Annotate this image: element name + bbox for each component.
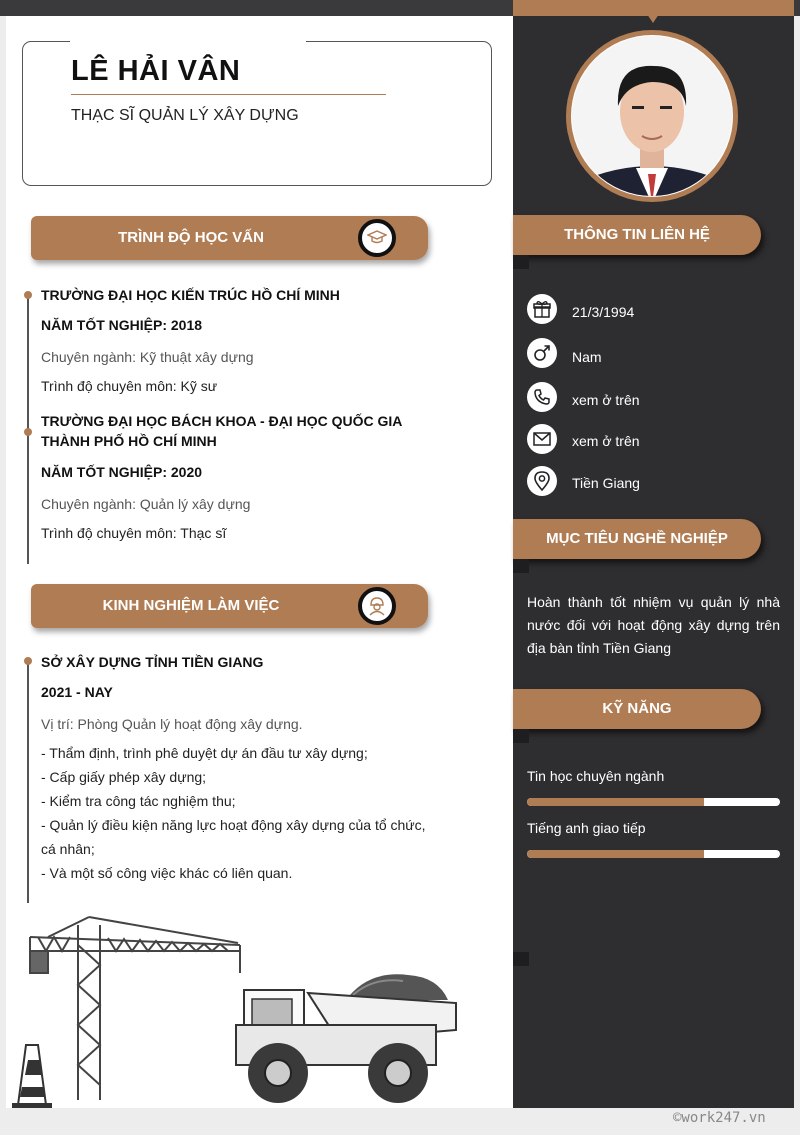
qualification-level: Trình độ chuyên môn: Thạc sĩ	[41, 525, 227, 541]
heading-notch	[513, 729, 529, 743]
birth-date: 21/3/1994	[572, 304, 635, 320]
worker-icon	[358, 587, 396, 625]
header-border-gap	[70, 38, 306, 44]
candidate-name: LÊ HẢI VÂN	[71, 55, 241, 87]
heading-notch	[513, 255, 529, 269]
company-name: SỞ XÂY DỰNG TỈNH TIỀN GIANG	[41, 654, 264, 670]
job-position: Vị trí: Phòng Quản lý hoạt động xây dựng.	[41, 716, 303, 732]
major: Chuyên ngành: Quản lý xây dựng	[41, 496, 251, 512]
skills-heading: KỸ NĂNG	[513, 689, 761, 729]
mail-icon	[527, 424, 557, 454]
sidebar-cap-arrow	[647, 14, 659, 23]
experience-heading: KINH NGHIỆM LÀM VIỆC	[102, 597, 280, 614]
qualification-level: Trình độ chuyên môn: Kỹ sư	[41, 378, 218, 394]
timeline-dot	[24, 428, 32, 436]
skill-bar-fill	[527, 850, 704, 858]
job-duties: - Thẩm định, trình phê duyệt dự án đầu tư xây dựng; - Cấp giấy phép xây dựng; - Kiểm tra công tác nghiệm thu; - Quản lý điều kiện năng lực hoạt động xây dựng của tổ chức, cá nhân; - Và một số công việc khác có liên quan.	[41, 745, 426, 881]
education-heading: TRÌNH ĐỘ HỌC VẤN	[118, 229, 264, 246]
career-goal-text: Hoàn thành tốt nhiệm vụ quản lý nhà nước đối với hoạt động xây dựng trên địa bàn tỉnh Tiền Giang	[527, 594, 780, 656]
gender-icon	[527, 338, 557, 368]
graduation-year: NĂM TỐT NGHIỆP: 2018	[41, 317, 203, 333]
major: Chuyên ngành: Kỹ thuật xây dựng	[41, 349, 254, 365]
phone-icon	[527, 382, 557, 412]
timeline-dot	[24, 657, 32, 665]
contact-heading: THÔNG TIN LIÊN HỆ	[513, 215, 761, 255]
gift-icon	[527, 294, 557, 324]
sidebar-notch	[513, 952, 529, 966]
graduation-year: NĂM TỐT NGHIỆP: 2020	[41, 464, 203, 480]
phone-number: xem ở trên	[572, 392, 640, 408]
skill-bar	[527, 850, 780, 858]
skill-bar-fill	[527, 798, 704, 806]
school-name: TRƯỜNG ĐẠI HỌC BÁCH KHOA - ĐẠI HỌC QUỐC GIA THÀNH PHỐ HỒ CHÍ MINH	[41, 413, 402, 449]
email: xem ở trên	[572, 433, 640, 449]
school-name: TRƯỜNG ĐẠI HỌC KIẾN TRÚC HỒ CHÍ MINH	[41, 287, 340, 303]
experience-heading-bar	[31, 584, 428, 628]
heading-notch	[513, 559, 529, 573]
location-icon	[527, 466, 557, 496]
avatar	[564, 28, 740, 204]
name-underline	[71, 94, 386, 95]
experience-timeline	[27, 660, 29, 903]
graduation-cap-icon	[358, 219, 396, 257]
gender: Nam	[572, 349, 602, 365]
work-period: 2021 - NAY	[41, 684, 113, 700]
skill-label: Tin học chuyên ngành	[527, 768, 665, 784]
candidate-title: THẠC SĨ QUẢN LÝ XÂY DỰNG	[71, 107, 299, 124]
skill-bar	[527, 798, 780, 806]
timeline-dot	[24, 291, 32, 299]
skill-label: Tiếng anh giao tiếp	[527, 820, 646, 836]
construction-illustration	[8, 915, 463, 1110]
watermark: ©work247.vn	[673, 1110, 766, 1126]
education-heading-bar	[31, 216, 428, 260]
goal-heading: MỤC TIÊU NGHỀ NGHIỆP	[513, 519, 761, 559]
address: Tiền Giang	[572, 475, 640, 491]
